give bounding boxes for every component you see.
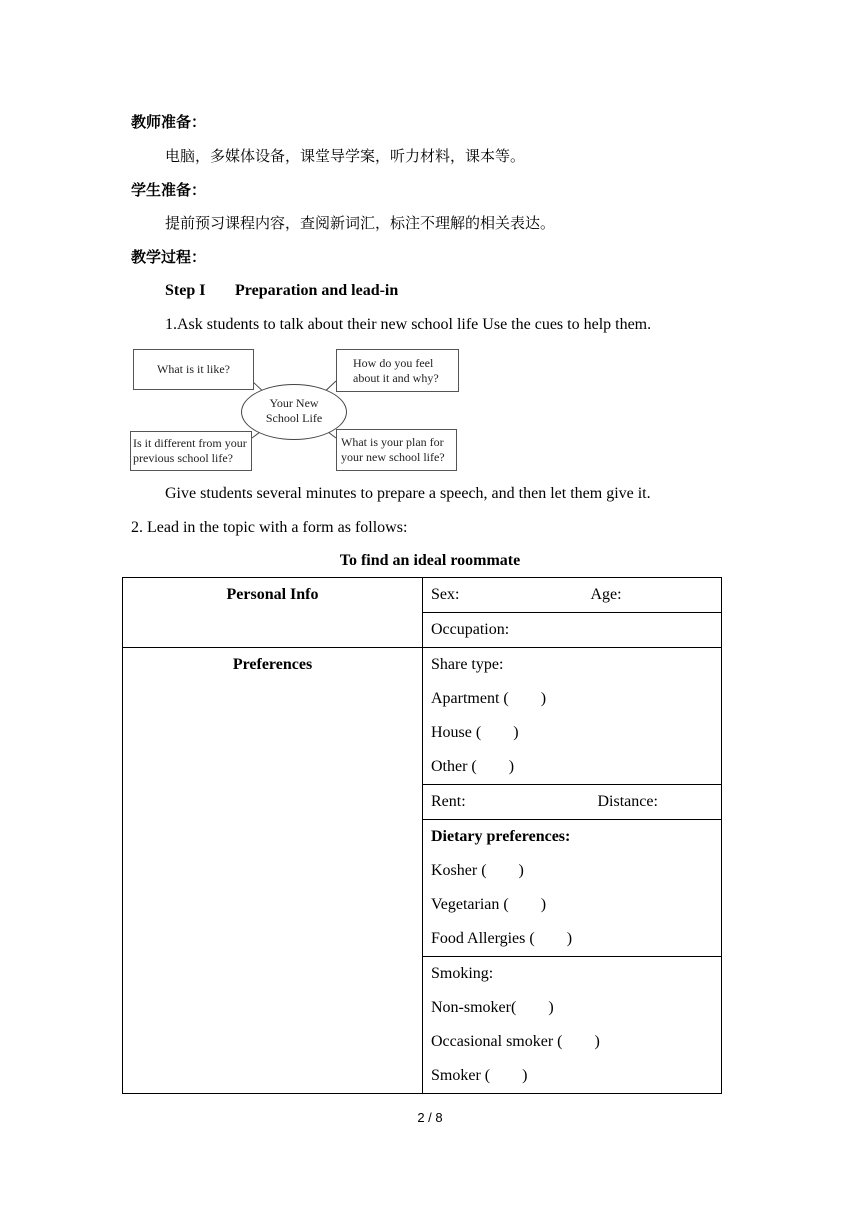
after-diagram-text: Give students several minutes to prepare a speech, and then let them give it. xyxy=(165,485,651,502)
distance-field-label: Distance: xyxy=(597,793,658,810)
diagram-box-plan-line1: What is your plan for xyxy=(341,435,444,449)
teacher-prep-heading: 教师准备： xyxy=(131,113,207,131)
smoker-option: Smoker ( ) xyxy=(431,1067,528,1084)
diagram-box-plan xyxy=(336,429,457,471)
teacher-prep-text: 电脑，多媒体设备，课堂导学案，听力材料，课本等。 xyxy=(165,147,526,165)
share-type-cell xyxy=(423,648,722,785)
diagram-box-plan-line2: your new school life? xyxy=(341,450,445,464)
occupation-cell xyxy=(423,613,722,648)
non-smoker-option: Non-smoker( ) xyxy=(431,999,554,1016)
diagram-box-how-feel-line2: about it and why? xyxy=(353,371,439,385)
diagram-box-different-line2: previous school life? xyxy=(133,451,233,465)
roommate-form-table xyxy=(122,577,722,1094)
food-allergies-option: Food Allergies ( ) xyxy=(431,930,573,947)
share-type-label: Share type: xyxy=(431,656,504,673)
rent-distance-cell xyxy=(423,785,722,820)
diagram-box-what-like xyxy=(133,349,254,390)
apartment-option: Apartment ( ) xyxy=(431,690,547,707)
diagram-box-different-line1: Is it different from your xyxy=(133,436,247,450)
form-title: To find an ideal roommate xyxy=(339,552,521,569)
diagram-box-how-feel xyxy=(336,349,459,392)
diagram-center-line2: School Life xyxy=(265,411,323,425)
occasional-smoker-option: Occasional smoker ( ) xyxy=(431,1033,600,1050)
diagram-box-different xyxy=(130,431,252,471)
other-option: Other ( ) xyxy=(431,758,515,775)
age-field-label: Age: xyxy=(590,586,622,603)
step-item-2: 2. Lead in the topic with a form as follows: xyxy=(131,519,408,536)
diagram-box-how-feel-line1: How do you feel xyxy=(353,356,434,370)
step-label: Step I xyxy=(165,282,206,299)
dietary-label: Dietary preferences: xyxy=(431,828,571,845)
kosher-option: Kosher ( ) xyxy=(431,862,524,879)
page-number: 2 / 8 xyxy=(417,1110,443,1125)
step-item-1: 1.Ask students to talk about their new school life Use the cues to help them. xyxy=(165,316,652,333)
personal-info-label-text: Personal Info xyxy=(226,586,319,603)
rent-field-label: Rent: xyxy=(431,793,466,810)
preferences-label-text: Preferences xyxy=(232,656,313,673)
diagram-box-what-like-text: What is it like? xyxy=(157,362,230,376)
smoking-cell xyxy=(423,957,722,1094)
school-life-diagram xyxy=(130,346,460,474)
vegetarian-option: Vegetarian ( ) xyxy=(431,896,547,913)
process-heading: 教学过程： xyxy=(131,248,207,266)
house-option: House ( ) xyxy=(431,724,519,741)
diagram-center-ellipse xyxy=(241,384,347,440)
student-prep-heading: 学生准备： xyxy=(131,181,207,199)
dietary-cell xyxy=(423,820,722,957)
preferences-label xyxy=(123,648,423,1094)
occupation-field-label: Occupation: xyxy=(431,621,510,638)
sex-field-label: Sex: xyxy=(431,586,460,603)
smoking-label: Smoking: xyxy=(431,965,494,982)
personal-info-label xyxy=(123,578,423,648)
step-title: Preparation and lead-in xyxy=(235,282,399,299)
sex-age-cell xyxy=(423,578,722,613)
diagram-center-line1: Your New xyxy=(269,396,319,410)
student-prep-text: 提前预习课程内容，查阅新词汇，标注不理解的相关表达。 xyxy=(165,214,556,232)
